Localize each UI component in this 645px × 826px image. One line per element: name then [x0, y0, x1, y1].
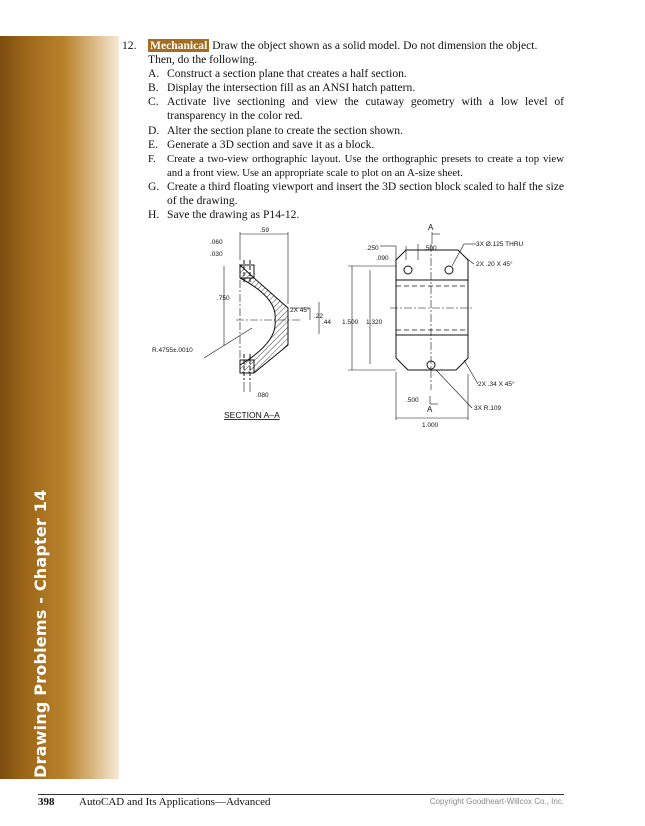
dim-label: .250	[366, 245, 379, 252]
step-letter: B.	[148, 81, 159, 95]
step-letter: F.	[148, 152, 156, 165]
step-letter: E.	[148, 137, 158, 151]
step-letter: H.	[148, 208, 160, 222]
step-text: Alter the section plane to create the section shown.	[167, 123, 403, 137]
front-view-labels	[342, 223, 524, 429]
section-letter: A	[428, 223, 434, 232]
category-tag: Mechanical	[150, 39, 208, 52]
hole-top-right	[445, 266, 453, 274]
dim-label: .080	[256, 392, 269, 399]
intro-text: Draw the object shown as a solid model. Do not dimension the object. Then, do the following.	[148, 39, 538, 67]
step-letter: C.	[148, 95, 159, 109]
section-view-labels	[152, 227, 331, 420]
front-outline	[396, 250, 468, 370]
step-item	[148, 95, 564, 123]
dim-label: 3X Ø.125 THRU	[476, 241, 524, 248]
dim-label: 3X R.109	[474, 405, 502, 412]
book-title: AutoCAD and Its Applications—Advanced	[79, 796, 271, 808]
problem-intro	[148, 39, 564, 67]
problem-number: 12.	[122, 39, 137, 52]
step-text: Save the drawing as P14-12.	[167, 208, 300, 222]
step-text: Activate live sectioning and view the cutaway geometry with a low level of transparency in the color red.	[167, 95, 564, 123]
chapter-sidebar	[0, 36, 119, 779]
dim-label: .59	[260, 227, 270, 234]
step-letter: G.	[148, 179, 160, 193]
copyright: Copyright Goodheart-Willcox Co., Inc.	[429, 797, 564, 806]
step-text: Create a third floating viewport and insert the 3D section block scaled to half the size of the drawing.	[167, 179, 564, 208]
dim-label: .030	[210, 251, 223, 258]
section-view-title: SECTION A–A	[224, 410, 280, 420]
dim-label: 1.000	[422, 422, 439, 429]
hole-top-left	[404, 266, 412, 274]
dim-label: 2X .34 X 45°	[478, 381, 515, 388]
step-item	[148, 81, 564, 95]
technical-drawing	[140, 220, 590, 440]
dim-label: .500	[424, 245, 437, 252]
dim-label: 2X .20 X 45°	[476, 261, 513, 268]
step-letter: A.	[148, 67, 160, 81]
step-text: Create a two-view orthographic layout. Use the orthographic presets to create a top view and a front view. Use an appropriate scale to plot on an A-size sheet.	[167, 152, 564, 179]
dim-label: .090	[376, 255, 389, 262]
step-item	[148, 180, 564, 208]
dim-label: .500	[406, 397, 419, 404]
section-letter: A	[427, 405, 433, 414]
dim-label: .750	[217, 295, 230, 302]
dim-label: R.4755±.0010	[152, 347, 193, 354]
step-item	[148, 67, 564, 81]
dim-label: 1.500	[342, 319, 359, 326]
footer-rule	[38, 794, 564, 795]
step-item	[148, 124, 564, 138]
dim-label: .060	[210, 239, 223, 246]
dim-label: .22	[314, 313, 324, 320]
step-item	[148, 138, 564, 152]
section-hatch-body	[240, 265, 288, 373]
step-item	[148, 152, 564, 180]
dim-label: .44	[322, 319, 332, 326]
dim-label: 1.320	[366, 319, 383, 326]
step-text: Generate a 3D section and save it as a block.	[167, 137, 375, 151]
step-text: Construct a section plane that creates a half section.	[167, 67, 407, 81]
step-text: Display the intersection fill as an ANSI hatch pattern.	[167, 81, 416, 95]
step-letter: D.	[148, 123, 160, 137]
page-number: 398	[38, 796, 55, 808]
problem-12	[122, 39, 564, 222]
step-list	[122, 67, 564, 222]
dim-label: 2X 45°	[290, 307, 310, 314]
sidebar-title: Drawing Problems - Chapter 14	[31, 489, 50, 778]
front-view	[348, 232, 478, 420]
